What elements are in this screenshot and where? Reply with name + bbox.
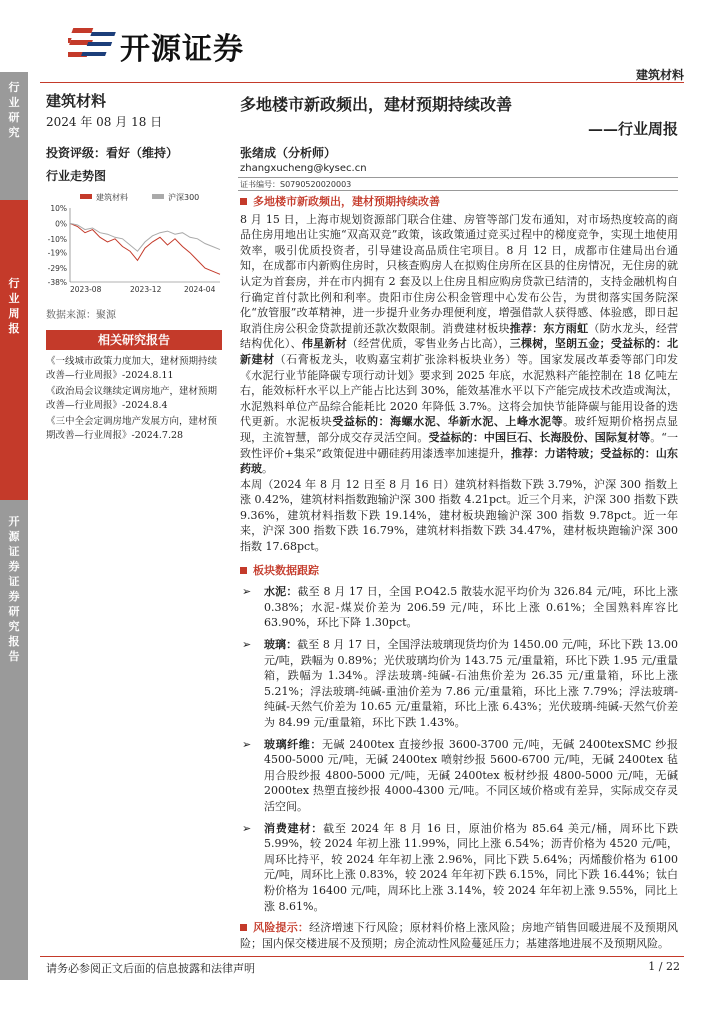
legend-swatch xyxy=(152,194,164,199)
logo-text: 开源证券 xyxy=(120,32,244,67)
main-content xyxy=(240,194,678,951)
legend-label: 建筑材料 xyxy=(96,193,128,202)
body-paragraph: 8 月 15 日，上海市规划资源部门联合住建、房管等部门发布通知，对市场热度较高的商品住房用地出让实施“双高双竞”政策，该政策通过竞买过程中的梯度竞争，实现土地使用效率，吸引优质投资者，引导建设高品质住宅项目。8 月 12 日，成都市住建局出台通知，在成都市内新购住房时，只核查购房人在拟购住房所在区县的住房情况，无住房的就认定为首套房，并在市内拥有 2 套及以上住房且相应购房贷款已结清的，支持金融机构自行确定首付款比例和利率。贵阳市住房公积金管理中心发布公告，为贯彻落实国务院深化“放管服”改革精神，进一步提升业务办理便利度，增强借款人获得感、体验感，即日起取消住房公积金贷款提前还款次数限制。消费建材板块推荐：东方雨虹（防水龙头，经营结构优化）、伟星新材（经营优质，零售业务占比高），三棵树，坚朗五金；受益标的：北新建材（石膏板龙头，收购嘉宝莉扩张涂料板块业务）等。国家发展改革委等部门印发《水泥行业节能降碳专项行动计划》要求到 2025 年底，水泥熟料产能控制在 18 亿吨左右，能效标杆水平以上产能占比达到 30%，能效基准水平以下产能完成技术改造或淘汰，水泥熟料单位产品综合能耗比 2020 年降低 3.7%。这将会加快节能降碳与能用设备的迭代更新。水泥板块受益标的：海螺水泥、华新水泥、上峰水泥等。玻纤短期价格拐点显现，主流智慧，部分成交存灵活空间。受益标的：中国巨石、长海股份、国际复材等。“一致性评价+集采”政策促进中硼硅药用漆透率加速提升，推荐：力诺特玻；受益标的：山东药玻。 xyxy=(240,212,679,476)
arrow-icon: ➢ xyxy=(242,737,252,751)
legend-swatch xyxy=(80,194,92,199)
chart-source: 数据来源：聚源 xyxy=(46,310,116,321)
page-number: 1 / 22 xyxy=(648,960,680,973)
trend-chart-title: 行业走势图 xyxy=(46,169,107,183)
legend-label: 沪深300 xyxy=(168,193,200,202)
report-title: 多地楼市新政频出，建材预期持续改善 xyxy=(240,95,513,114)
sidetab-broker-report: 开源证券 证券研究报告 xyxy=(0,500,28,980)
series-line xyxy=(70,223,220,251)
x-tick-label: 2023-08 xyxy=(70,285,102,294)
related-research-header: 相关研究报告 xyxy=(46,330,222,350)
related-report-item[interactable]: 《政治局会议继续定调房地产，建材预期改善—行业周报》-2024.8.4 xyxy=(46,386,218,411)
bullet-square-icon xyxy=(240,198,247,205)
investment-rating: 投资评级：看好（维持） xyxy=(46,146,179,160)
section-title: 板块数据跟踪 xyxy=(240,563,678,579)
y-tick-label: 0% xyxy=(55,219,67,229)
related-report-item[interactable]: 《三中全会定调房地产发展方向，建材预期改善—行业周报》-2024.7.28 xyxy=(46,416,218,441)
analyst-cert: 证书编号：S0790520020003 xyxy=(240,180,352,189)
series-line xyxy=(70,223,220,274)
header-divider xyxy=(40,82,684,83)
trend-chart xyxy=(40,190,225,300)
list-item: ➢ 消费建材：截至 2024 年 8 月 16 日，原油价格为 85.64 美元/桶，周环比下跌 5.99%，较 2024 年初上涨 11.99%，同比上涨 6.54%；沥青价格为 4520 元/吨，周环比持平，较 2024 年年初上涨 2.96%，同比下跌 5.64%；丙烯酸价格为 6100 元/吨，周环比上涨 0.83%，较 2024 年年初下跌 6.15%，同比下跌 16.44%；钛白粉价格为 16400 元/吨，周环比上涨 3.14%，较 2024 年年初上涨 9.55%，同比上涨 8.61%。 xyxy=(242,821,679,913)
sidetab-industry-research: 行业研究 xyxy=(0,72,28,200)
related-research-list xyxy=(46,355,226,445)
bullet-square-icon xyxy=(240,924,247,931)
divider xyxy=(238,177,678,178)
arrow-icon: ➢ xyxy=(242,821,252,835)
risk-warning: 风险提示：经济增速下行风险；原材料价格上涨风险；房地产销售回暖进展不及预期风险；国内保交楼进展不及预期；房企流动性风险蔓延压力；基建落地进展不及预期风险。 xyxy=(240,921,679,950)
data-tracking-list xyxy=(240,584,678,914)
y-tick-label: -19% xyxy=(47,248,67,258)
divider xyxy=(238,190,678,191)
arrow-icon: ➢ xyxy=(242,585,252,599)
y-tick-label: -38% xyxy=(47,278,67,287)
report-subtitle: ——行业周报 xyxy=(587,120,678,138)
analyst-email[interactable]: zhangxucheng@kysec.cn xyxy=(240,163,367,174)
list-item: ➢ 玻璃纤维：无碱 2400tex 直接纱报 3600-3700 元/吨，无碱 2400texSMC 纱报 4500-5000 元/吨，无碱 2400tex 喷射纱报 5600-6700 元/吨，无碱 2400tex 毡用合股纱报 4800-5000 元/吨，无碱 2400tex 板材纱报 4800-5000 元/吨，无碱 2000tex 热塑直接纱报 4000-4300 元/吨。不同区域价格或有差异，实际成交存灵活空间。 xyxy=(242,737,678,813)
footer-disclaimer[interactable]: 请务必参阅正文后面的信息披露和法律声明 xyxy=(46,962,255,975)
y-tick-label: -29% xyxy=(47,264,67,274)
analyst-name: 张绪成（分析师） xyxy=(240,146,337,160)
section-title: 多地楼市新政频出，建材预期持续改善 xyxy=(240,194,678,210)
related-report-item[interactable]: 《一线城市政策力度加大，建材预期持续改善—行业周报》-2024.8.11 xyxy=(46,356,218,381)
x-tick-label: 2024-04 xyxy=(184,285,216,294)
list-item: ➢ 水泥：截至 8 月 17 日，全国 P.O42.5 散装水泥平均价为 326.84 元/吨，环比上涨 0.38%；水泥-煤炭价差为 206.59 元/吨，环比上涨 0.61%；全国熟料库容比 63.90%，环比下降 1.30pct。 xyxy=(242,585,678,630)
left-column xyxy=(46,90,226,184)
header-industry: 建筑材料 xyxy=(635,68,684,82)
bullet-square-icon xyxy=(240,567,247,574)
footer-divider xyxy=(40,956,684,957)
y-tick-label: -10% xyxy=(47,234,67,244)
y-tick-label: 10% xyxy=(50,204,67,213)
x-tick-label: 2023-12 xyxy=(130,285,162,294)
body-paragraph: 本周（2024 年 8 月 12 日至 8 月 16 日）建筑材料指数下跌 3.79%，沪深 300 指数上涨 0.42%，建筑材料指数跑输沪深 300 指数 4.21pct。近三个月来，沪深 300 指数下跌 9.36%，建筑材料指数下跌 19.14%，建材板块跑输沪深 300 指数 9.78pct。近一年来，沪深 300 指数下跌 16.79%，建筑材料指数下跌 34.47%，建材板块跑输沪深 300 指数 17.68pct。 xyxy=(240,477,678,554)
report-date: 2024 年 08 月 18 日 xyxy=(46,115,163,129)
industry-name: 建筑材料 xyxy=(46,92,107,110)
arrow-icon: ➢ xyxy=(242,638,252,652)
sidetab-weekly-report: 行业周报 xyxy=(0,200,28,500)
list-item: ➢ 玻璃：截至 8 月 17 日，全国浮法玻璃现货均价为 1450.00 元/吨，环比下跌 13.00 元/吨，跌幅为 0.89%；光伏玻璃均价为 143.75 元/重量箱，环比下跌 1.95 元/重量箱，跌幅为 1.34%。浮法玻璃-纯碱-石油焦价差为 26.35 元/重量箱，环比上涨 5.21%；浮法玻璃-纯碱-重油价差为 7.86 元/重量箱，环比上涨 7.79%；浮法玻璃-纯碱-天然气价差为 10.65 元/重量箱，环比上涨 6.43%；光伏玻璃-纯碱-天然气价差为 84.99 元/重量箱，环比下跌 1.43%。 xyxy=(242,638,679,729)
